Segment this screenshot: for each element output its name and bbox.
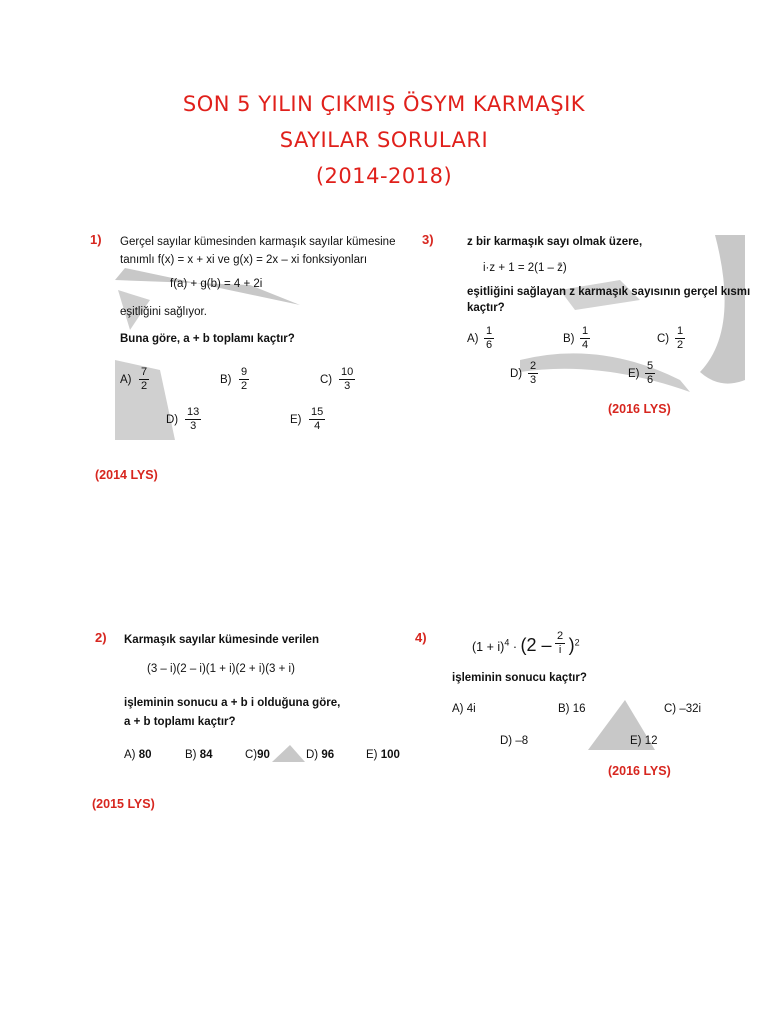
q3-option-c-label: C) xyxy=(657,333,670,345)
watermark-shape xyxy=(272,745,305,762)
q2-option-b: B) 84 xyxy=(185,749,213,761)
q4-option-b: B) 16 xyxy=(558,703,586,715)
question-3-year: (2016 LYS) xyxy=(608,402,671,416)
title-line-2: SAYILAR SORULARI xyxy=(279,128,489,152)
question-2-line-3: a + b toplamı kaçtır? xyxy=(124,716,236,728)
q1-option-d-fraction: $\frac{13}{3}$ xyxy=(187,406,200,432)
question-1-number: 1) xyxy=(90,232,102,247)
q1-option-c-label: C) xyxy=(320,374,333,386)
question-1-line-3: eşitliğini sağlıyor. xyxy=(120,306,207,318)
q3-option-b-fraction: $\frac{1}{4}$ xyxy=(582,325,589,351)
question-1-prompt: Buna göre, a + b toplamı kaçtır? xyxy=(120,333,295,345)
q1-option-a-label: A) xyxy=(120,374,132,386)
question-2-number: 2) xyxy=(95,630,107,645)
q1-option-c-fraction: $\frac{10}{3}$ xyxy=(341,366,354,392)
question-3-equation: i·z + 1 = 2(1 – z̄) xyxy=(483,262,567,274)
q2-option-e: E) 100 xyxy=(366,749,400,761)
q2-option-a: A) 80 xyxy=(124,749,152,761)
q1-option-d-label: D) xyxy=(166,414,179,426)
question-3-line-2: eşitliğini sağlayan z karmaşık sayısının gerçel kısmı xyxy=(467,286,751,298)
title-line-1: SON 5 YILIN ÇIKMIŞ ÖSYM KARMAŞIK xyxy=(182,92,586,116)
watermark-shape xyxy=(700,235,745,384)
q3-option-d-fraction: $\frac{2}{3}$ xyxy=(530,360,537,386)
question-2-expression: (3 – i)(2 – i)(1 + i)(2 + i)(3 + i) xyxy=(147,663,295,675)
title-line-3: (2014-2018) xyxy=(315,164,453,188)
question-3-line-3: kaçtır? xyxy=(467,302,505,314)
question-4-line-1: işleminin sonucu kaçtır? xyxy=(452,672,587,684)
q4-option-e: E) 12 xyxy=(630,735,658,747)
q4-option-c: C) –32i xyxy=(664,703,702,715)
question-2-line-1: Karmaşık sayılar kümesinde verilen xyxy=(124,634,319,646)
q2-option-c: C)90 xyxy=(245,749,270,761)
q3-option-b-label: B) xyxy=(563,333,575,345)
question-4-number: 4) xyxy=(415,630,427,645)
q1-option-b-fraction: $\frac{9}{2}$ xyxy=(241,366,248,392)
question-2-line-2: işleminin sonucu a + b i olduğuna göre, xyxy=(124,697,341,709)
q3-option-e-label: E) xyxy=(628,368,640,380)
question-1-line-2: tanımlı f(x) = x + xi ve g(x) = 2x – xi fonksiyonları xyxy=(120,254,368,266)
question-3-line-1: z bir karmaşık sayı olmak üzere, xyxy=(467,236,643,248)
question-1-equation: f(a) + g(b) = 4 + 2i xyxy=(170,278,263,290)
q3-option-a-label: A) xyxy=(467,333,479,345)
q4-option-a: A) 4i xyxy=(452,703,476,715)
q3-option-c-fraction: $\frac{1}{2}$ xyxy=(677,325,684,351)
q1-option-a-fraction: $\frac{7}{2}$ xyxy=(141,366,148,392)
question-4-year: (2016 LYS) xyxy=(608,764,671,778)
q3-option-a-fraction: $\frac{1}{6}$ xyxy=(486,325,493,351)
question-1-line-1: Gerçel sayılar kümesinden karmaşık sayılar kümesine xyxy=(120,236,396,248)
q1-option-b-label: B) xyxy=(220,374,232,386)
question-3-number: 3) xyxy=(422,232,434,247)
question-4-expression: $(1 + i)^4 \cdot (2$ – $\frac{2}{i}$ )$^2$ xyxy=(472,630,580,656)
q4-option-d: D) –8 xyxy=(500,735,529,747)
question-2-year: (2015 LYS) xyxy=(92,797,155,811)
q3-option-e-fraction: $\frac{5}{6}$ xyxy=(647,360,654,386)
question-1-year: (2014 LYS) xyxy=(95,468,158,482)
q3-option-d-label: D) xyxy=(510,368,523,380)
watermark-shape xyxy=(520,353,690,392)
q1-option-e-fraction: $\frac{15}{4}$ xyxy=(311,406,324,432)
q2-option-d: D) 96 xyxy=(306,749,335,761)
q1-option-e-label: E) xyxy=(290,414,302,426)
page-title xyxy=(0,86,768,194)
